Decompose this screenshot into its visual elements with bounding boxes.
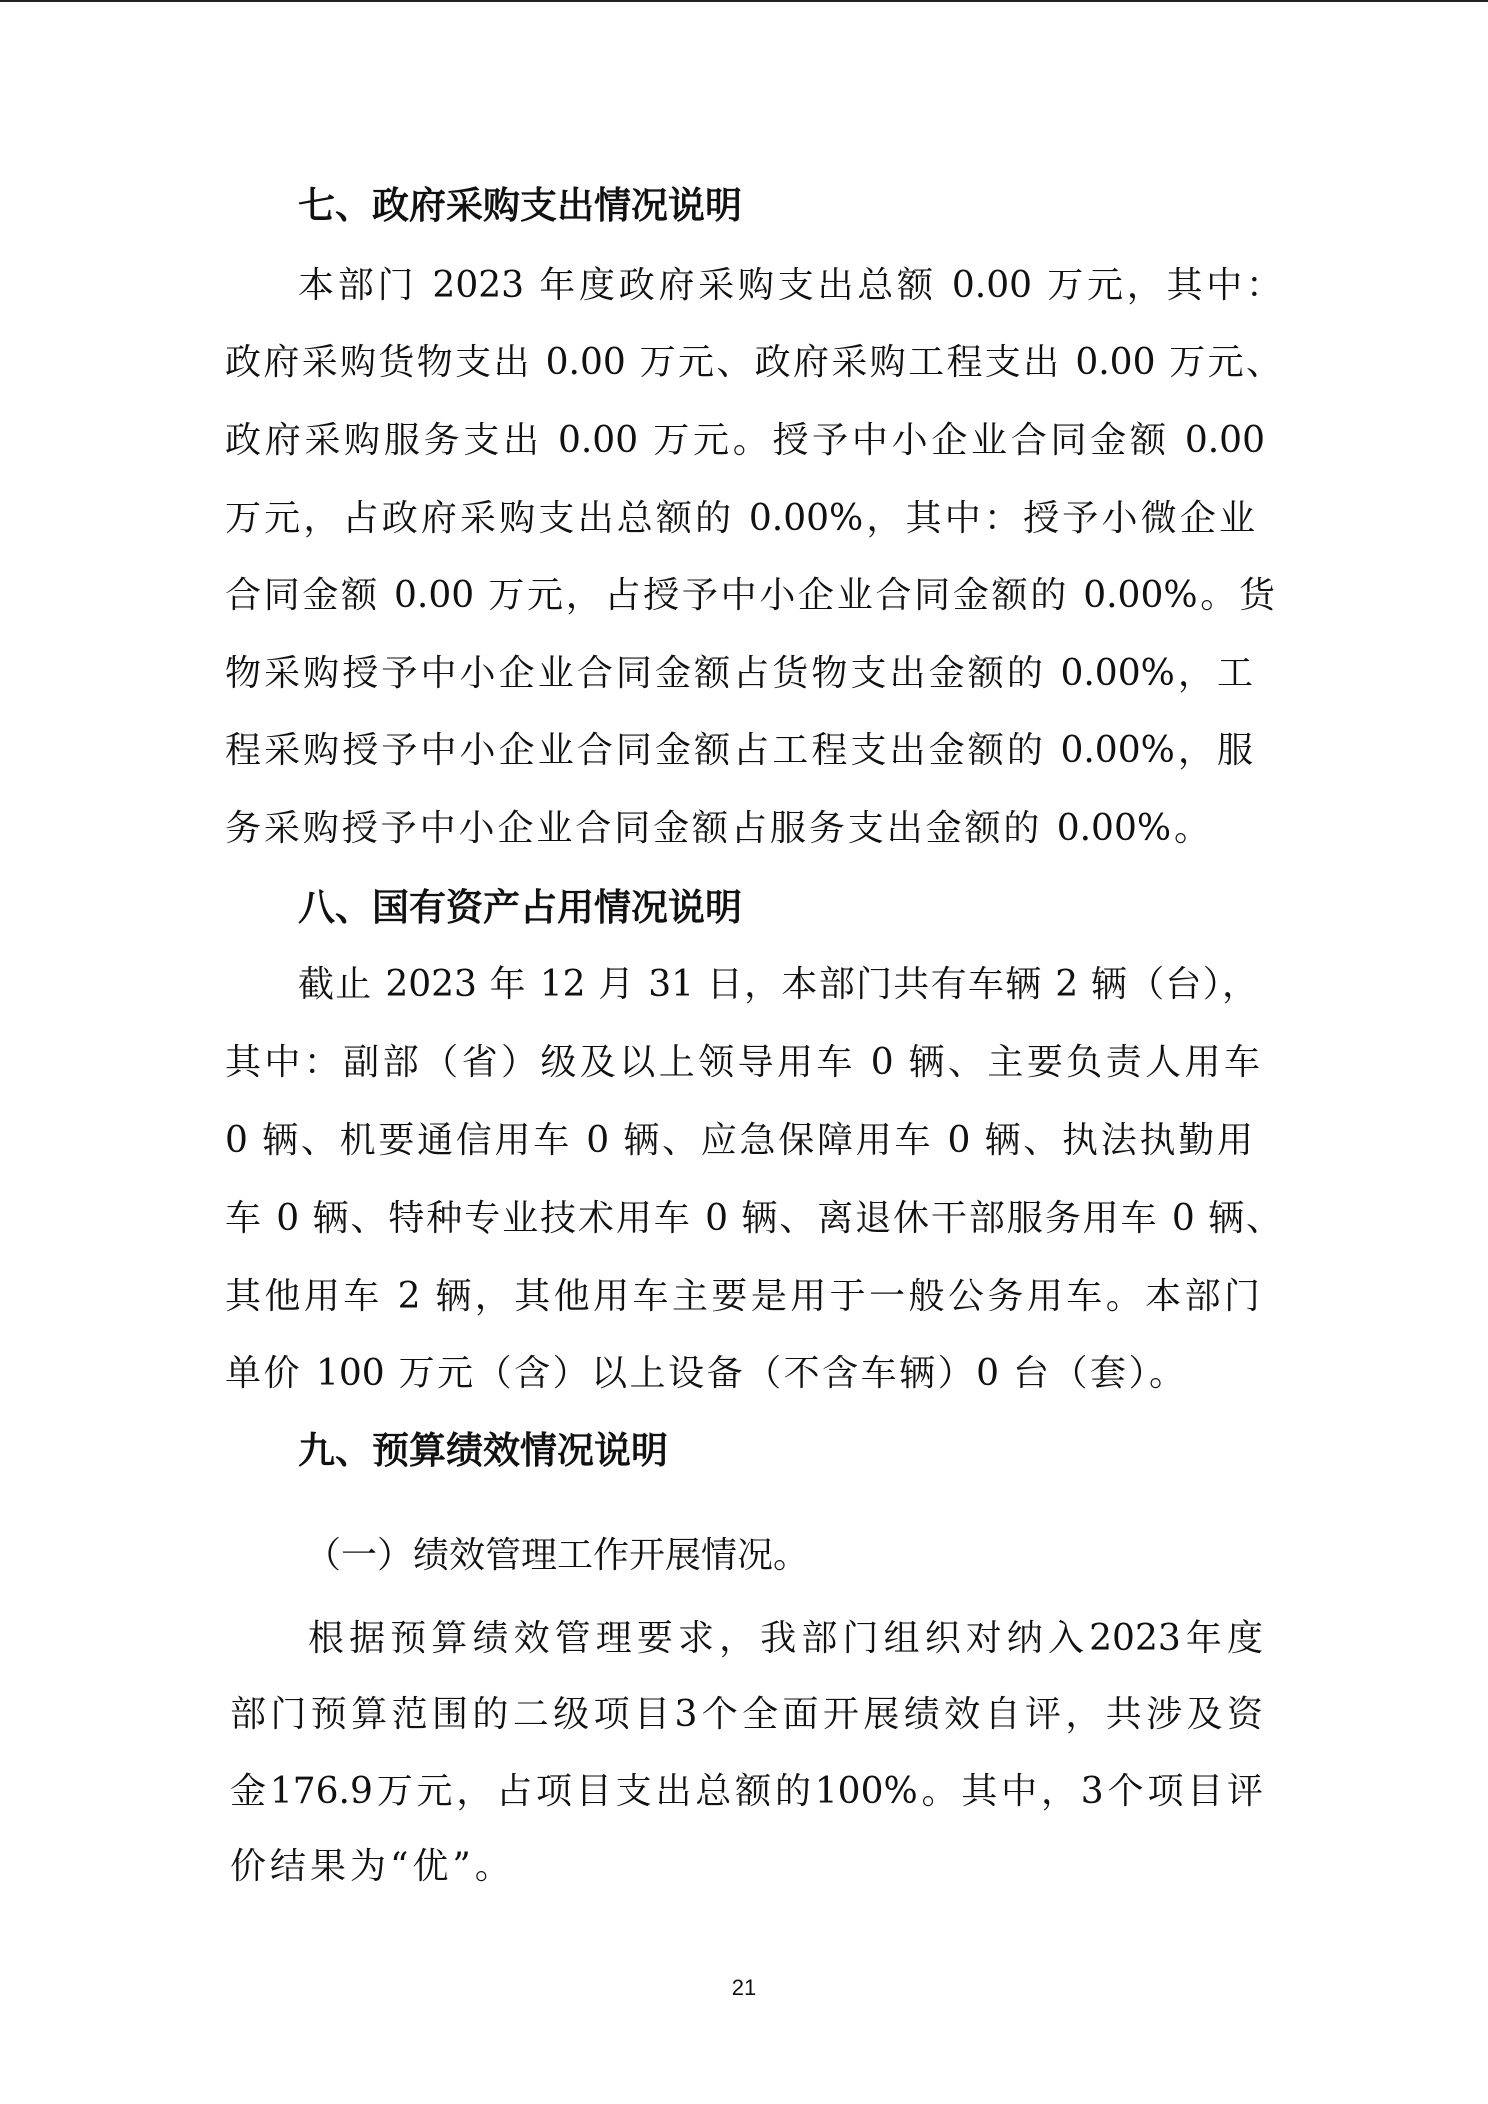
paragraph-line: 程采购授予中小企业合同金额占工程支出金额的 0.00%，服 (225, 730, 1253, 771)
paragraph-line: 务采购授予中小企业合同金额占服务支出金额的 0.00%。 (225, 808, 1210, 849)
page-number: 21 (731, 1975, 757, 2000)
paragraph-line: 其他用车 2 辆，其他用车主要是用于一般公务用车。本部门 (225, 1276, 1260, 1317)
paragraph-line: 截止 2023 年 12 月 31 日，本部门共有车辆 2 辆（台）， (298, 964, 1258, 1005)
paragraph-line: 政府采购服务支出 0.00 万元。授予中小企业合同金额 0.00 (225, 420, 1265, 461)
subsection-heading: （一）绩效管理工作开展情况。 (305, 1535, 810, 1576)
paragraph-line: 其中：副部（省）级及以上领导用车 0 辆、主要负责人用车 (225, 1042, 1260, 1083)
paragraph-line: 车 0 辆、特种专业技术用车 0 辆、离退休干部服务用车 0 辆、 (225, 1198, 1282, 1239)
paragraph-line: 部门预算范围的二级项目3个全面开展绩效自评，共涉及资 (230, 1694, 1263, 1735)
paragraph-line: 根据预算绩效管理要求，我部门组织对纳入2023年度 (308, 1618, 1263, 1659)
paragraph-line: 0 辆、机要通信用车 0 辆、应急保障用车 0 辆、执法执勤用 (225, 1120, 1253, 1161)
paragraph-line: 万元，占政府采购支出总额的 0.00%，其中：授予小微企业 (225, 498, 1255, 539)
section-heading: 七、政府采购支出情况说明 (298, 184, 742, 227)
paragraph-line: 政府采购货物支出 0.00 万元、政府采购工程支出 0.00 万元、 (225, 342, 1282, 383)
paragraph-line: 物采购授予中小企业合同金额占货物支出金额的 0.00%，工 (225, 653, 1253, 694)
paragraph-line: 价结果为“优”。 (230, 1846, 515, 1887)
section-heading: 八、国有资产占用情况说明 (298, 886, 742, 929)
paragraph-line: 金176.9万元，占项目支出总额的100%。其中，3个项目评 (230, 1771, 1263, 1812)
paragraph-line: 单价 100 万元（含）以上设备（不含车辆）0 台（套）。 (225, 1353, 1185, 1394)
paragraph-line: 合同金额 0.00 万元，占授予中小企业合同金额的 0.00%。货 (225, 575, 1275, 616)
paragraph-line: 本部门 2023 年度政府采购支出总额 0.00 万元，其中： (298, 265, 1282, 306)
section-heading: 九、预算绩效情况说明 (298, 1429, 668, 1472)
